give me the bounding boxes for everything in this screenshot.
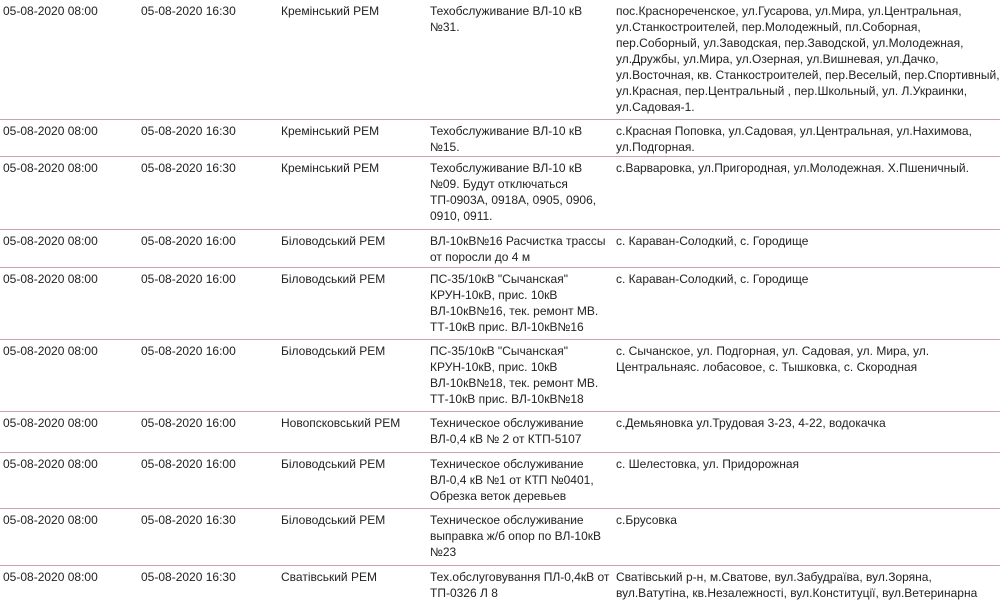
work-line: Техническое обслуживание bbox=[430, 457, 584, 471]
work-line: ВЛ-10кВ№18, тек. ремонт МВ. bbox=[430, 376, 599, 390]
rem-cell: Біловодський РЕМ bbox=[281, 344, 386, 358]
rem-cell: Сватівський РЕМ bbox=[281, 570, 377, 584]
start-time-cell: 05-08-2020 08:00 bbox=[3, 457, 98, 471]
address-line: пер.Соборный, ул.Заводская, пер.Заводской, ул.Молодежная, bbox=[616, 36, 964, 50]
address-line: ул.Восточная, кв. Станкостроителей, пер.Веселый, пер.Спортивный, bbox=[616, 68, 1000, 82]
rem-cell: Кремінський РЕМ bbox=[281, 124, 380, 138]
end-time-cell: 05-08-2020 16:00 bbox=[141, 344, 236, 358]
end-time-cell: 05-08-2020 16:00 bbox=[141, 234, 236, 248]
work-line: №31. bbox=[430, 20, 460, 34]
address-line: ул.Станкостроителей, пер.Молодежный, пл.Соборная, bbox=[616, 20, 921, 34]
work-description-cell bbox=[430, 456, 610, 504]
work-line: ВЛ-10кВ№16, тек. ремонт МВ. bbox=[430, 304, 599, 318]
start-time-cell: 05-08-2020 08:00 bbox=[3, 124, 98, 138]
work-line: 0910, 0911. bbox=[430, 209, 493, 223]
address-line: ул.Красная, пер.Центральный , пер.Школьный, ул. Л.Украинки, bbox=[616, 84, 968, 98]
table-row bbox=[0, 453, 1000, 509]
work-line: №09. Будут отключаться bbox=[430, 177, 568, 191]
address-line: Центральнаяс. лобасовое, с. Тышковка, с. Скородная bbox=[616, 360, 918, 374]
start-time-cell: 05-08-2020 08:00 bbox=[3, 161, 98, 175]
start-time-cell: 05-08-2020 08:00 bbox=[3, 416, 98, 430]
address-line: вул.Ватутіна, кв.Незалежності, вул.Конституції, вул.Ветеринарна bbox=[616, 586, 978, 600]
address-cell bbox=[616, 456, 996, 472]
end-time-cell: 05-08-2020 16:30 bbox=[141, 513, 236, 527]
table-row bbox=[0, 566, 1000, 603]
start-time-cell: 05-08-2020 08:00 bbox=[3, 344, 98, 358]
rem-cell: Біловодський РЕМ bbox=[281, 234, 386, 248]
address-line: с.Демьяновка ул.Трудовая 3-23, 4-22, водокачка bbox=[616, 416, 886, 430]
work-line: Тех.обслуговування ПЛ-0,4кВ от bbox=[430, 570, 610, 584]
work-line: КРУН-10кВ, прис. 10кВ bbox=[430, 360, 558, 374]
address-cell bbox=[616, 3, 1000, 115]
work-description-cell bbox=[430, 569, 610, 601]
work-line: №15. bbox=[430, 140, 460, 154]
address-line: Сватівський р-н, м.Сватове, вул.Забудраїва, вул.Зоряна, bbox=[616, 570, 932, 584]
work-line: ПС-35/10кВ "Сычанская" bbox=[430, 344, 568, 358]
work-line: ВЛ-0,4 кВ № 2 от КТП-5107 bbox=[430, 432, 582, 446]
address-line: пос.Краснореченское, ул.Гусарова, ул.Мира, ул.Центральная, bbox=[616, 4, 962, 18]
address-cell bbox=[616, 271, 996, 287]
address-line: ул.Садовая-1. bbox=[616, 100, 695, 114]
work-line: Техническое обслуживание bbox=[430, 513, 584, 527]
address-line: с. Караван-Солодкий, с. Городище bbox=[616, 234, 809, 248]
table-row bbox=[0, 340, 1000, 412]
address-line: с. Шелестовка, ул. Придорожная bbox=[616, 457, 800, 471]
work-line: ПС-35/10кВ "Сычанская" bbox=[430, 272, 568, 286]
work-description-cell bbox=[430, 160, 610, 224]
rem-cell: Кремінський РЕМ bbox=[281, 161, 380, 175]
work-line: Техобслуживание ВЛ-10 кВ bbox=[430, 161, 583, 175]
address-cell bbox=[616, 233, 996, 249]
table-row bbox=[0, 268, 1000, 340]
work-description-cell bbox=[430, 3, 610, 35]
start-time-cell: 05-08-2020 08:00 bbox=[3, 272, 98, 286]
work-line: ТТ-10кВ прис. ВЛ-10кВ№18 bbox=[430, 392, 584, 406]
start-time-cell: 05-08-2020 08:00 bbox=[3, 234, 98, 248]
start-time-cell: 05-08-2020 08:00 bbox=[3, 4, 98, 18]
work-line: ВЛ-10кВ№16 Расчистка трассы bbox=[430, 234, 606, 248]
table-row bbox=[0, 509, 1000, 566]
end-time-cell: 05-08-2020 16:00 bbox=[141, 272, 236, 286]
address-cell bbox=[616, 415, 996, 431]
work-line: Техобслуживание ВЛ-10 кВ bbox=[430, 124, 583, 138]
address-line: ул.Подгорная. bbox=[616, 140, 695, 154]
end-time-cell: 05-08-2020 16:00 bbox=[141, 416, 236, 430]
rem-cell: Біловодський РЕМ bbox=[281, 513, 386, 527]
table-row bbox=[0, 120, 1000, 157]
work-line: Обрезка веток деревьев bbox=[430, 489, 567, 503]
rem-cell: Новопсковський РЕМ bbox=[281, 416, 401, 430]
address-line: с.Варваровка, ул.Пригородная, ул.Молодежная. Х.Пшеничный. bbox=[616, 161, 969, 175]
work-line: ТТ-10кВ прис. ВЛ-10кВ№16 bbox=[430, 320, 584, 334]
work-description-cell bbox=[430, 512, 610, 560]
address-line: с. Караван-Солодкий, с. Городище bbox=[616, 272, 809, 286]
end-time-cell: 05-08-2020 16:30 bbox=[141, 124, 236, 138]
address-line: ул.Дружбы, ул.Мира, ул.Озерная, ул.Вишневая, ул.Дачко, bbox=[616, 52, 939, 66]
table-row bbox=[0, 230, 1000, 268]
end-time-cell: 05-08-2020 16:30 bbox=[141, 161, 236, 175]
work-line: ТП-0903А, 0918А, 0905, 0906, bbox=[430, 193, 597, 207]
end-time-cell: 05-08-2020 16:30 bbox=[141, 570, 236, 584]
work-line: выправка ж/б опор по ВЛ-10кВ bbox=[430, 529, 602, 543]
work-description-cell bbox=[430, 415, 610, 447]
address-cell bbox=[616, 123, 996, 155]
work-line: Техобслуживание ВЛ-10 кВ bbox=[430, 4, 583, 18]
work-line: ВЛ-0,4 кВ №1 от КТП №0401, bbox=[430, 473, 594, 487]
address-cell bbox=[616, 343, 996, 375]
address-cell bbox=[616, 569, 996, 601]
work-description-cell bbox=[430, 233, 610, 265]
end-time-cell: 05-08-2020 16:00 bbox=[141, 457, 236, 471]
work-description-cell bbox=[430, 343, 610, 407]
start-time-cell: 05-08-2020 08:00 bbox=[3, 570, 98, 584]
rem-cell: Кремінський РЕМ bbox=[281, 4, 380, 18]
start-time-cell: 05-08-2020 08:00 bbox=[3, 513, 98, 527]
work-line: КРУН-10кВ, прис. 10кВ bbox=[430, 288, 558, 302]
address-line: с.Красная Поповка, ул.Садовая, ул.Центральная, ул.Нахимова, bbox=[616, 124, 972, 138]
work-description-cell bbox=[430, 271, 610, 335]
table-row bbox=[0, 0, 1000, 120]
address-line: с. Сычанское, ул. Подгорная, ул. Садовая, ул. Мира, ул. bbox=[616, 344, 930, 358]
address-line: с.Брусовка bbox=[616, 513, 677, 527]
end-time-cell: 05-08-2020 16:30 bbox=[141, 4, 236, 18]
table-row bbox=[0, 412, 1000, 453]
work-line: от поросли до 4 м bbox=[430, 250, 531, 264]
address-cell bbox=[616, 512, 996, 528]
work-line: ТП-0326 Л 8 bbox=[430, 586, 498, 600]
table-row bbox=[0, 157, 1000, 230]
work-line: №23 bbox=[430, 545, 457, 559]
work-line: Техническое обслуживание bbox=[430, 416, 584, 430]
rem-cell: Біловодський РЕМ bbox=[281, 457, 386, 471]
address-cell bbox=[616, 160, 996, 176]
rem-cell: Біловодський РЕМ bbox=[281, 272, 386, 286]
work-description-cell bbox=[430, 123, 610, 155]
